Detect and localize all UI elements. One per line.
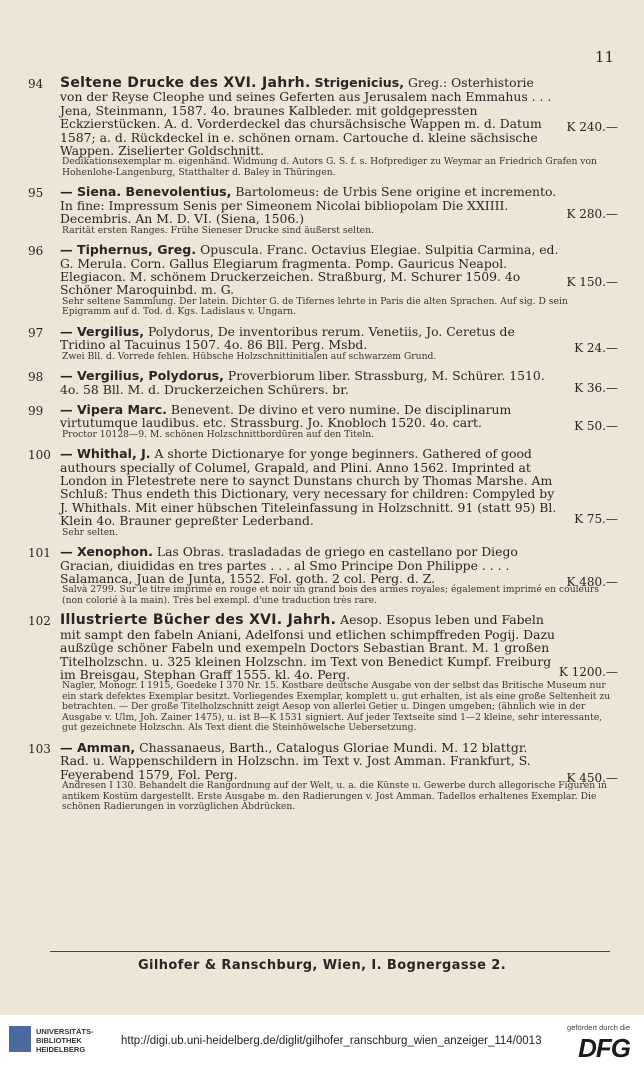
entry-text: Benevent. De divino et vero numine. De disciplinarum virtutumque laudibus. etc. Strassburg. Jo. Knobloch 1520. 4o. cart. bbox=[60, 401, 512, 431]
catalog-entry-100 bbox=[28, 447, 620, 538]
entry-text: Chassanaeus, Barth., Catalogus Gloriae Mundi. M. 12 blattgr. Rad. u. Wappenschildern in Holzschn. im Text v. Jost Amman. Frankfurt, S. Feyerabend 1579, Fol. Perg. bbox=[60, 739, 531, 782]
entry-author: — Vipera Marc. bbox=[60, 401, 167, 417]
entry-price: K 280.— bbox=[566, 207, 618, 222]
catalog-entry-101 bbox=[28, 545, 620, 606]
entry-number: 95 bbox=[28, 186, 44, 201]
entry-text: A shorte Dictionarye for yonge beginners. Gathered of good authours specially of Columel, Grapald, and Plini. Anno 1562. Imprinted at London in Fletestrete nere to saynct Dunstans church by Thomas Marshe. Am Schluß: Thus endeth this Dictionary, very necessary for children: Compyled by J. Whithals. Mit einer hübschen Titeleinfassung in Holzschnitt. 91 (statt 95) Bl. Klein 4o. Brauner gepreßter Lederband. bbox=[60, 446, 557, 529]
catalog-entry-103 bbox=[28, 741, 620, 813]
catalog-entry-94 bbox=[28, 76, 620, 178]
funded-by-label: gefördert durch die bbox=[567, 1023, 630, 1032]
catalog-entry-97 bbox=[28, 325, 620, 362]
entry-price: K 480.— bbox=[566, 575, 618, 590]
entry-author: — Siena. Benevolentius, bbox=[60, 184, 232, 200]
entry-text: Aesop. Esopus leben und Fabeln mit sampt den fabeln Aniani, Adelfonsi und etlichen schimpffreden Pogij. Dazu außzüge schöner Fabeln und exempeln Doctors Sebastian Brant. M. 1 großen Titelholzschn. u. 325 kleinen Holzschn. im Text von Benedict Kumpf. Freiburg im Breisgau, Stephan Graff 1555. kl. 4o. Perg. bbox=[60, 612, 555, 682]
entry-note: Salvà 2799. Sur le titre imprimé en rouge et noir un grand bois des armes royales; également imprimé en couleurs (non colorié à la main). Très bel exempl. d'une traduction très rare. bbox=[62, 584, 600, 606]
entry-number: 100 bbox=[28, 448, 51, 463]
entry-note: Nagler, Monogr. I 1915, Goedeke I 370 Nr. 15. Kostbare deutsche Ausgabe von der selbst das Britische Museum nur ein stark defektes Exemplar besitzt. Vorliegendes Exemplar, komplett u. gut erhalten, ist als eine große Seltenheit zu betrachten. — Der große Titelholzschnitt zeigt Aesop von allerlei Getier u. Dingen umgeben; (ähnlich wie in der Ausgabe v. Ulm, Joh. Zainer 1475), u. ist B—K 1531 signiert. Auf jeder Textseite sind 1—2 kleine, sehr interessante, gut gezeichnete Holzschn. Als Text dient die Steinhöwelsche Uebersetzung. bbox=[62, 680, 611, 734]
entry-price: K 450.— bbox=[566, 770, 618, 785]
entry-number: 96 bbox=[28, 244, 44, 259]
entry-price: K 75.— bbox=[574, 512, 618, 527]
footer-rule bbox=[50, 951, 610, 952]
entry-number: 98 bbox=[28, 370, 44, 385]
entry-price: K 36.— bbox=[574, 380, 618, 395]
entry-note: Proctor 10128—9. M. schönen Holzschnittbordüren auf den Titeln. bbox=[62, 428, 375, 440]
entry-author: — Whithal, J. bbox=[60, 446, 151, 462]
entry-author: Strigenicius, bbox=[314, 75, 405, 90]
library-logo-icon bbox=[9, 1026, 31, 1052]
section-heading: Seltene Drucke des XVI. Jahrh. bbox=[60, 75, 311, 91]
entry-text: Proverbiorum liber. Strassburg, M. Schürer. 1510. 4o. 58 Bll. M. d. Druckerzeichen Schürers. br. bbox=[60, 368, 545, 397]
entry-author: — Tiphernus, Greg. bbox=[60, 242, 197, 258]
entry-number: 97 bbox=[28, 325, 44, 340]
permalink-url[interactable]: http://digi.ub.uni-heidelberg.de/diglit/gilhofer_ranschburg_wien_anzeiger_114/0013 bbox=[121, 1035, 542, 1047]
entry-note: Andresen I 130. Behandelt die Rangordnung auf der Welt, u. a. die Künste u. Gewerbe durch allegorische Figuren in antikem Kostüm dargestellt. Erste Ausgabe m. den Radierungen v. Jost Amman. Tadellos erhaltenes Exemplar. Die schönen Radierungen in vorzüglichen Abdrücken. bbox=[62, 780, 607, 813]
library-name: UNIVERSITÄTS- BIBLIOTHEK HEIDELBERG bbox=[36, 1027, 94, 1054]
dfg-logo: DFG bbox=[578, 1033, 630, 1063]
entry-author: — Vergilius, bbox=[60, 323, 144, 339]
entry-text: Greg.: Osterhistorie von der Reyse Cleophe und seines Geferten aus Jerusalem nach Emmahus . . . Jena, Steinmann, 1587. 4o. braunes Kalbleder. mit goldgepressten Eckzierstücken. A. d. Vorderdeckel das chursächsische Wappen m. d. Datum 1587; a. d. Rückdeckel in e. schönen ornam. Cartouche d. kleine sächsische Wappen. Ziselierter Goldschnitt. bbox=[60, 75, 552, 159]
entry-price: K 150.— bbox=[566, 275, 618, 290]
page-number: 11 bbox=[594, 48, 614, 66]
entry-author: — Amman, bbox=[60, 739, 136, 755]
entry-text: Polydorus, De inventoribus rerum. Venetiis, Jo. Ceretus de Tridino al Tacuinus 1507. 4o. 86 Bll. Perg. Msbd. bbox=[60, 323, 515, 353]
entry-note: Sehr seltene Sammlung. Der latein. Dichter G. de Tifernes lehrte in Paris die alten Sprachen. Auf sig. D sein Epigramm auf d. Tod. d. Kgs. Ladislaus v. Ungarn. bbox=[62, 295, 568, 318]
section-heading: Illustrierte Bücher des XVI. Jahrh. bbox=[60, 612, 337, 629]
entry-price: K 50.— bbox=[574, 418, 618, 433]
entry-price: K 24.— bbox=[574, 340, 618, 355]
entry-text: Las Obras. trasladadas de griego en castellano por Diego Gracian, diuididas en tres partes . . . al Smo Principe Don Philippe . . . . Salamanca, Juan de Junta, 1552. Fol. goth. 2 col. Perg. d. Z. bbox=[60, 544, 518, 586]
catalog-entry-95 bbox=[28, 185, 620, 236]
catalog-entry-96 bbox=[28, 243, 620, 318]
entry-text: Bartolomeus: de Urbis Sene origine et incremento. In fine: Impressum Senis per Simeonem Nicolai bibliopolam Die XXIIII. Decembris. An M. D. VI. (Siena, 1506.) bbox=[60, 184, 557, 227]
viewer-bottom-bar bbox=[0, 1015, 644, 1070]
entry-number: 102 bbox=[28, 614, 51, 629]
entry-number: 101 bbox=[28, 546, 51, 561]
entry-price: K 1200.— bbox=[558, 665, 618, 680]
entry-note: Zwei Bll. d. Vorrede fehlen. Hübsche Holzschnittinitialen auf schwarzem Grund. bbox=[62, 350, 437, 362]
entry-number: 94 bbox=[28, 77, 44, 91]
entry-author: — Vergilius, Polydorus, bbox=[60, 368, 224, 384]
publisher-footer: Gilhofer & Ranschburg, Wien, I. Bognergasse 2. bbox=[137, 958, 507, 973]
entry-number: 103 bbox=[28, 741, 51, 756]
entry-author: — Xenophon. bbox=[60, 544, 153, 560]
catalog-entry-102 bbox=[28, 613, 620, 734]
entry-text: Opuscula. Franc. Octavius Elegiae. Sulpitia Carmina, ed. G. Merula. Corn. Gallus Elegiarum fragmenta. Pomp. Gauricus Neapol. Elegiacon. M. schönem Druckerzeichen. Straßburg, M. Schurer 1509. 4o Schöner Maroquinbd. m. G. bbox=[60, 242, 559, 298]
catalog-list bbox=[28, 76, 620, 820]
entry-price: K 240.— bbox=[566, 120, 618, 135]
entry-note: Rarität ersten Ranges. Frühe Sieneser Drucke sind äußerst selten. bbox=[62, 224, 374, 236]
catalog-entry-98 bbox=[28, 369, 620, 396]
entry-number: 99 bbox=[28, 403, 44, 418]
entry-note: Sehr selten. bbox=[62, 526, 119, 538]
catalog-entry-99 bbox=[28, 403, 620, 440]
entry-note: Dedikationsexemplar m. eigenhänd. Widmung d. Autors G. S. f. s. Hofprediger zu Weymar an Friedrich Grafen von Hohenlohe-Langenburg, Statthalter d. Baley in Thüringen. bbox=[62, 156, 597, 178]
